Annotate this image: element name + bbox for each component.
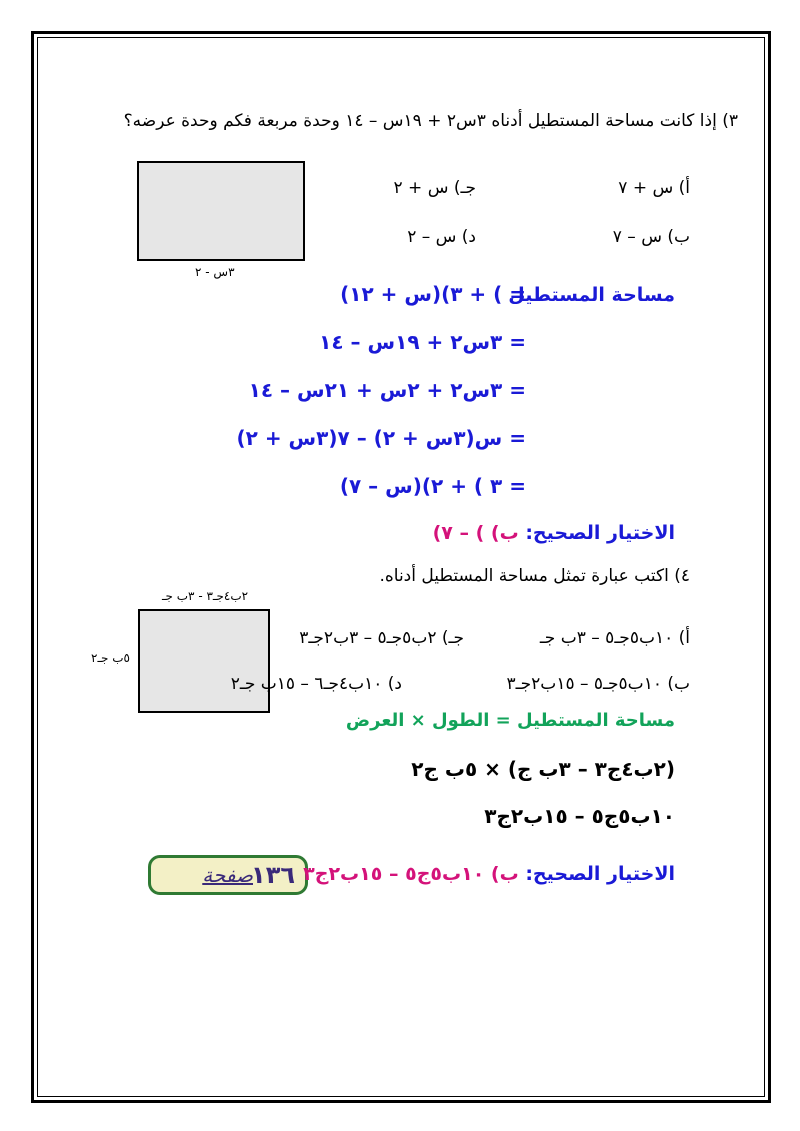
q3-solution-line-4: = س(٣س + ٢) – ٧(٣س + ٢) (236, 426, 526, 450)
q3-solution-label: مساحة المستطيل (508, 284, 675, 306)
question-3-option-a: أ) س + ٧ (618, 178, 690, 198)
question-4-rectangle (138, 609, 270, 713)
question-4-option-b: ب) ١٠ب٥جـ٥ – ١٥ب٢جـ٣ (506, 674, 690, 694)
q3-solution-line-5: = ٣ ) + ٢)(س – ٧) (339, 474, 526, 498)
page-number: ١٣٦ (251, 861, 295, 889)
q3-solution-line-1: = ) + ٣)(س + ١٢) (340, 282, 526, 306)
question-3-rectangle (137, 161, 305, 261)
question-4-option-a: أ) ١٠ب٥جـ٥ – ٣ب جـ (539, 628, 690, 648)
question-3-text: ٣) إذا كانت مساحة المستطيل أدناه ٣س٢ + ١٩س – ١٤ وحدة مربعة فكم وحدة عرضه؟ (123, 111, 738, 131)
q3-answer-label: الاختيار الصحيح: (525, 522, 675, 544)
q3-answer (433, 522, 675, 544)
q3-solution-line-3: = ٣س٢ + ٢س + ٢١س – ١٤ (248, 378, 526, 402)
question-3-option-c: جـ) س + ٢ (393, 178, 476, 198)
question-4-text: ٤) اكتب عبارة تمثل مساحة المستطيل أدناه. (379, 566, 690, 586)
q4-area-formula: مساحة المستطيل = الطول × العرض (345, 710, 675, 731)
question-3-option-b: ب) س – ٧ (612, 227, 690, 247)
page-word: صفحة (202, 863, 253, 887)
question-4-option-c: جـ) ٢ب٥جـ٥ – ٣ب٢جـ٣ (299, 628, 464, 648)
question-3-option-d: د) س – ٢ (407, 227, 476, 247)
q3-solution-line-2: = ٣س٢ + ١٩س – ١٤ (319, 330, 526, 354)
q4-answer (303, 863, 675, 885)
q4-answer-value: ب) ١٠ب٥ج٥ – ١٥ب٢ج٣ (303, 863, 519, 885)
question-4-rect-side-label: ٥ب جـ٢ (91, 651, 130, 665)
question-4-rect-top-label: ٢ب٤جـ٣ - ٣ب جـ (162, 589, 249, 603)
page-number-badge (148, 855, 308, 895)
q3-answer-value: ب) ) – ٧) (432, 522, 519, 544)
question-3-rect-label: ٣س - ٢ (195, 265, 235, 279)
q4-solution-line-1: (٢ب٤ج٣ – ٣ب ج) × ٥ب ج٢ (411, 757, 675, 781)
q4-solution-line-2: ١٠ب٥ج٥ – ١٥ب٢ج٣ (484, 804, 675, 828)
question-4-option-d: د) ١٠ب٤جـ٦ – ١٥ب جـ٢ (230, 674, 402, 694)
q4-answer-label: الاختيار الصحيح: (525, 863, 675, 885)
